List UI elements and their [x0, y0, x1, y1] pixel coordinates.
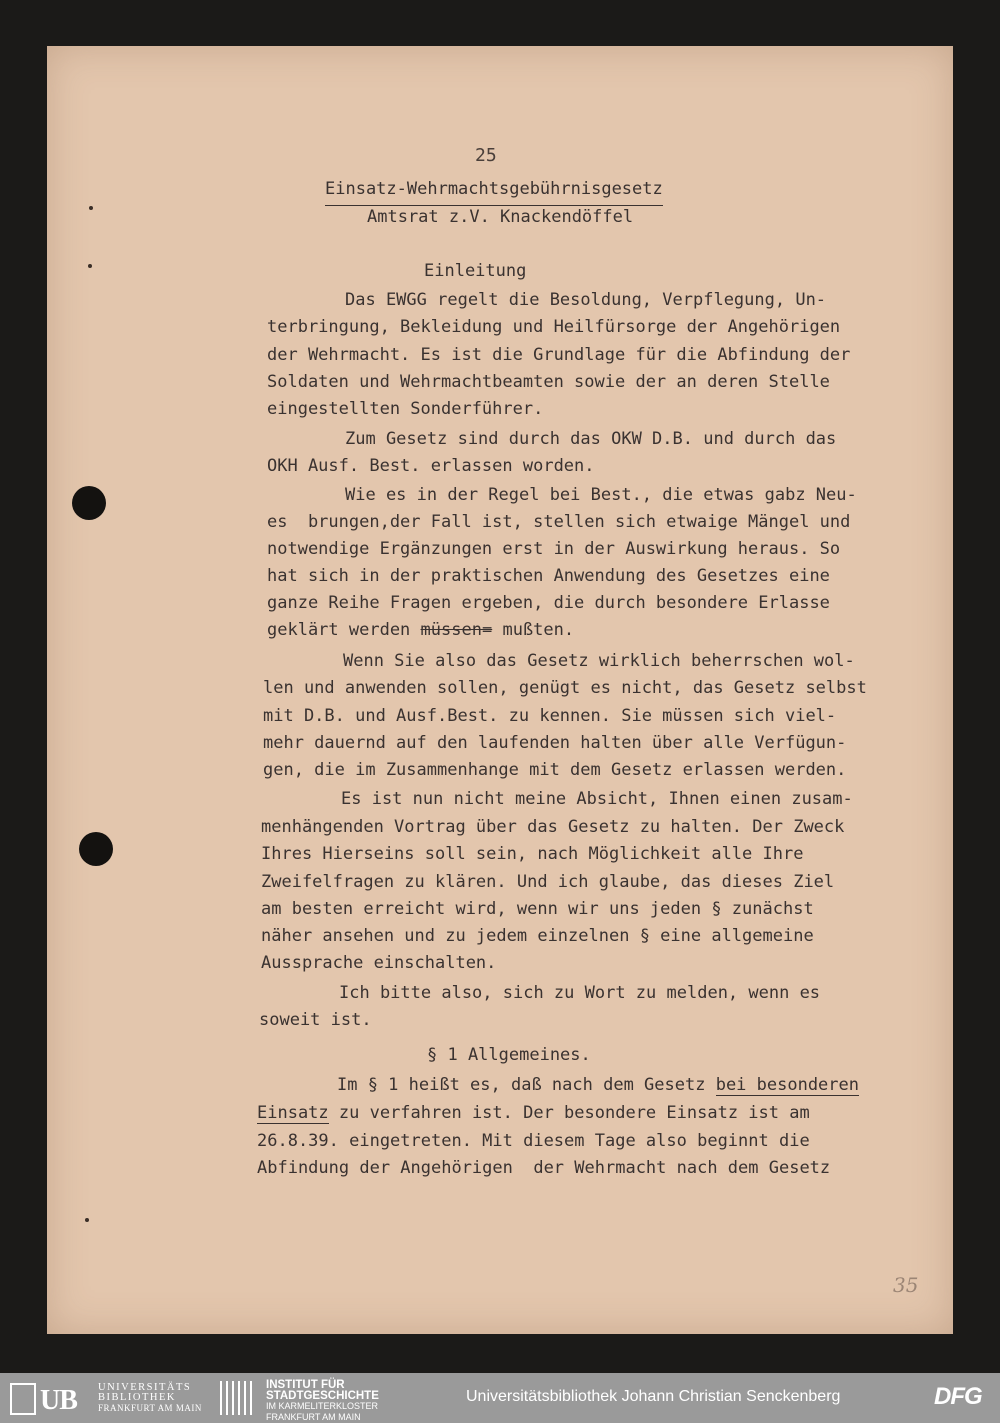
- institute-line: INSTITUT FÜR: [266, 1379, 345, 1391]
- text-line: Das EWGG regelt die Besoldung, Verpflegung, Un-: [345, 290, 827, 310]
- corrected-word: mußten.: [502, 620, 575, 640]
- institute-line: IM KARMELITERKLOSTER: [266, 1401, 379, 1411]
- institute-line: FRANKFURT AM MAIN: [266, 1411, 361, 1422]
- text-line: Zum Gesetz sind durch das OKW D.B. und durch das: [345, 429, 837, 449]
- struck-word: müssen=: [420, 620, 493, 640]
- text-line: OKH Ausf. Best. erlassen worden.: [267, 456, 595, 476]
- text-line: am besten erreicht wird, wenn wir uns jeden § zunächst: [261, 899, 814, 919]
- text-line: mit D.B. und Ausf.Best. zu kennen. Sie müssen sich viel-: [263, 706, 837, 726]
- underlined-text: bei besonderen: [715, 1075, 859, 1095]
- document-title: Einsatz-Wehrmachtsgebührnisgesetz: [325, 176, 663, 206]
- text-line: Soldaten und Wehrmachtbeamten sowie der an deren Stelle: [267, 372, 830, 392]
- text-line: terbringung, Bekleidung und Heilfürsorge der Angehörigen: [267, 317, 841, 337]
- footer-bar: [0, 1373, 1000, 1423]
- text-line: notwendige Ergänzungen erst in der Auswirkung heraus. So: [267, 539, 841, 559]
- heading-introduction: Einleitung: [424, 261, 527, 281]
- text-line: ganze Reihe Fragen ergeben, die durch besondere Erlasse: [267, 593, 830, 613]
- text-line: Wie es in der Regel bei Best., die etwas gabz Neu-: [345, 485, 857, 505]
- ub-logo[interactable]: [10, 1383, 90, 1415]
- ub-logo-letters: UB: [40, 1385, 77, 1416]
- document-author: Amtsrat z.V. Knackendöffel: [367, 207, 634, 227]
- document-page: [47, 46, 953, 1334]
- text-line: Es ist nun nicht meine Absicht, Ihnen einen zusam-: [341, 789, 853, 809]
- page-number: 25: [475, 145, 497, 166]
- text-line: der Wehrmacht. Es ist die Grundlage für die Abfindung der: [267, 345, 851, 365]
- text-line: Wenn Sie also das Gesetz wirklich beherrschen wol-: [343, 651, 855, 671]
- text-line: näher ansehen und zu jedem einzelnen § eine allgemeine: [261, 926, 814, 946]
- ub-emblem-icon: [10, 1383, 36, 1415]
- heading-section-1: § 1 Allgemeines.: [427, 1045, 591, 1065]
- text-line: es brungen,der Fall ist, stellen sich etwaige Mängel und: [267, 512, 851, 532]
- institute-emblem-icon: [218, 1381, 258, 1415]
- text-line: gen, die im Zusammenhange mit dem Gesetz erlassen werden.: [263, 760, 847, 780]
- text-line: Ich bitte also, sich zu Wort zu melden, wenn es: [339, 983, 821, 1003]
- library-name[interactable]: Universitätsbibliothek Johann Christian Senckenberg: [466, 1388, 841, 1405]
- text-line: Abfindung der Angehörigen der Wehrmacht nach dem Gesetz: [257, 1158, 831, 1178]
- text-line: len und anwenden sollen, genügt es nicht, das Gesetz selbst: [263, 678, 867, 698]
- text-fragment: Im § 1 heißt es, daß nach dem Gesetz: [337, 1075, 716, 1095]
- text-line: Zweifelfragen zu klären. Und ich glaube, das dieses Ziel: [261, 872, 835, 892]
- text-line: soweit ist.: [259, 1010, 372, 1030]
- archive-page-number: 35: [893, 1273, 919, 1297]
- text-line: eingestellten Sonderführer.: [267, 399, 544, 419]
- institute-line: STADTGESCHICHTE: [266, 1389, 379, 1402]
- institute-logo-text[interactable]: [266, 1380, 379, 1422]
- text-fragment: geklärt werden: [267, 620, 411, 640]
- text-line: Aussprache einschalten.: [261, 953, 497, 973]
- dfg-logo[interactable]: DFG: [934, 1383, 982, 1410]
- text-line: [257, 1100, 810, 1128]
- typed-text-body: [47, 46, 953, 1334]
- text-fragment: zu verfahren ist. Der besondere Einsatz ist am: [328, 1103, 810, 1123]
- text-line-with-correction: [267, 617, 574, 645]
- text-line: 26.8.39. eingetreten. Mit diesem Tage also beginnt die: [257, 1131, 810, 1151]
- underlined-text: Einsatz: [257, 1103, 329, 1123]
- ub-logo-text: [98, 1383, 202, 1413]
- text-line: menhängenden Vortrag über das Gesetz zu halten. Der Zweck: [261, 817, 845, 837]
- ub-line: UNIVERSITÄTS: [98, 1382, 192, 1393]
- text-line: hat sich in der praktischen Anwendung des Gesetzes eine: [267, 566, 830, 586]
- ub-line: BIBLIOTHEK: [98, 1392, 176, 1403]
- text-line: [337, 1072, 859, 1100]
- text-line: mehr dauernd auf den laufenden halten über alle Verfügun-: [263, 733, 847, 753]
- text-line: Ihres Hierseins soll sein, nach Möglichkeit alle Ihre: [261, 844, 804, 864]
- ub-line: FRANKFURT AM MAIN: [98, 1403, 202, 1413]
